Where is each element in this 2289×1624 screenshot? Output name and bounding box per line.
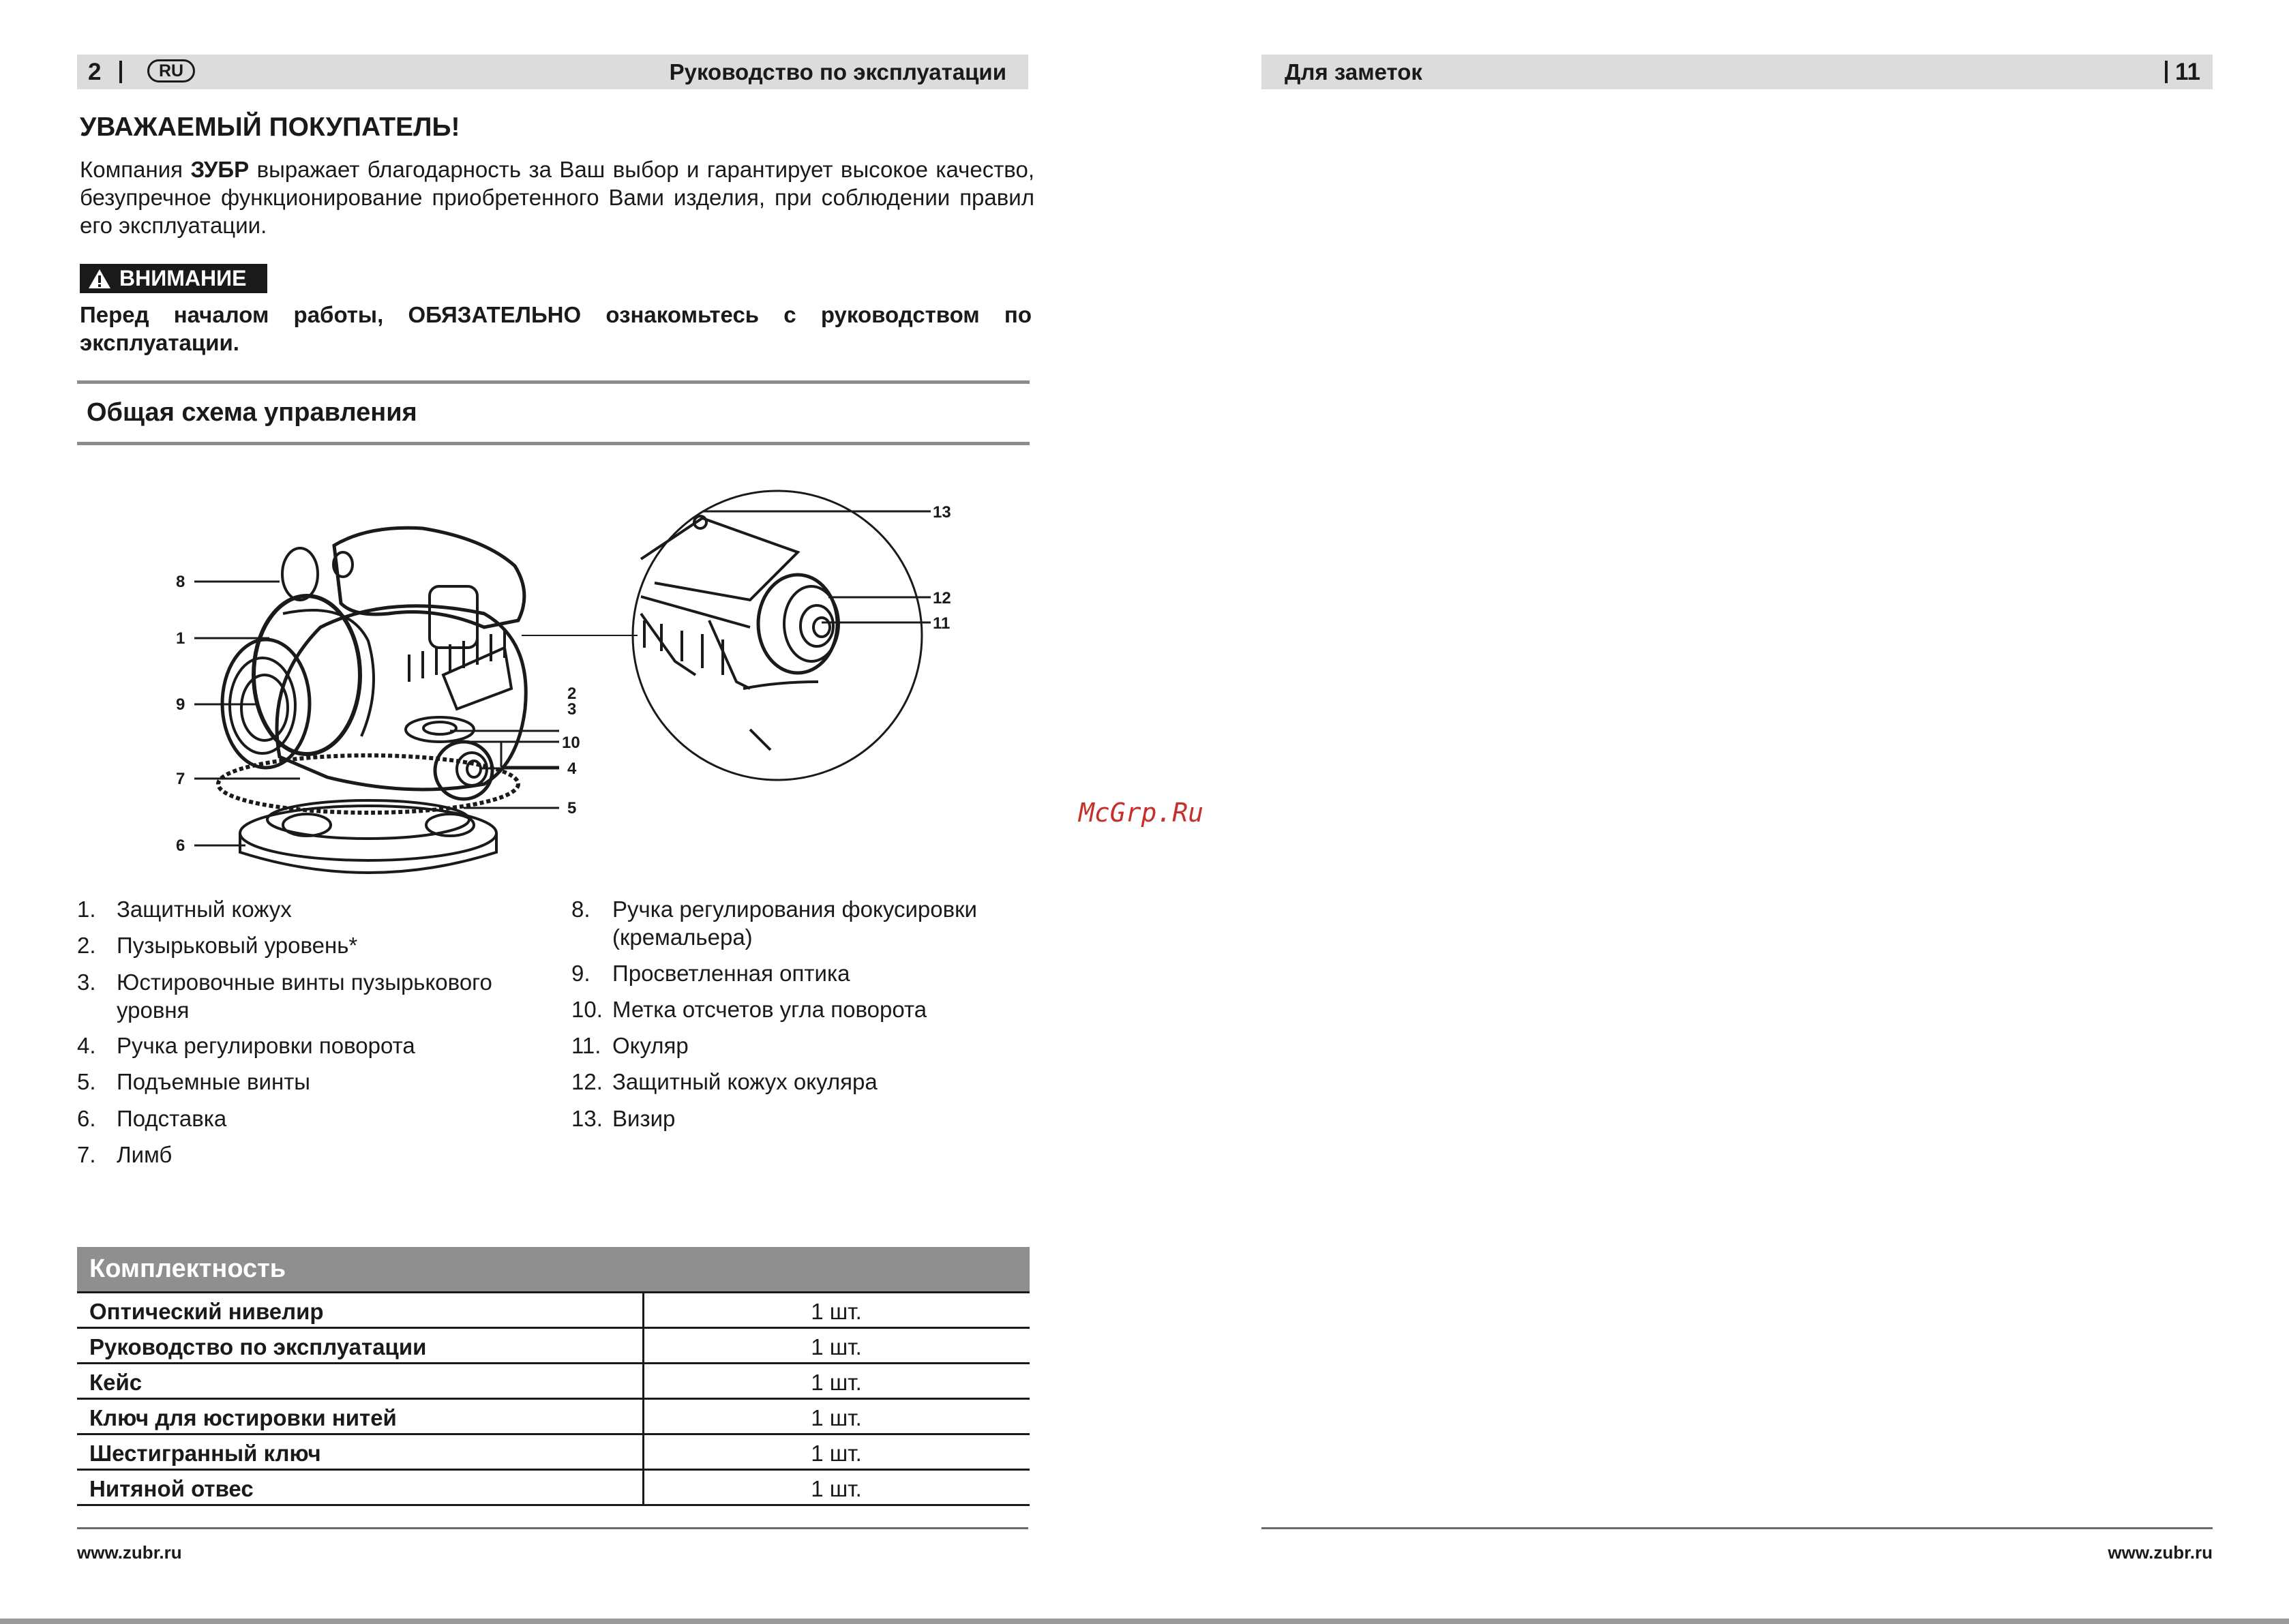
page-number: 2 — [88, 59, 102, 85]
table-row: Ключ для юстировки нитей 1 шт. — [77, 1400, 1030, 1435]
footer-rule — [1261, 1527, 2213, 1529]
page-number: 11 — [2175, 59, 2200, 85]
footer-url[interactable]: www.zubr.ru — [2108, 1542, 2213, 1563]
watermark: McGrp.Ru — [1079, 798, 1204, 828]
section-title: Общая схема управления — [87, 398, 417, 427]
warning-triangle-icon — [88, 269, 111, 289]
callout-1: 1 — [176, 629, 185, 648]
callout-7: 7 — [176, 770, 185, 788]
callout-8: 8 — [176, 573, 185, 591]
left-page: 2 RU Руководство по эксплуатации УВАЖАЕМЫЙ ПОКУПАТЕЛЬ! Компания ЗУБР выражает благодарность за Ваш выбор и гарантирует высокое качество, безупречное функционирование приобретенного Вами изделия, при соблюдении правил его эксплуатации. ВНИМАНИЕ Перед началом работы, ОБЯЗАТЕЛЬНО ознакомьтесь с руководством по эксплуатации. Общая схема управления 8 1 9 7 6 2 3 10 4 5 13 12 11 1. Защитный кожух 2. Пузырьковый уровень* 3. Юстировочные винты пузырькового уровня 4. Ручка регулировки поворота 5. Подъемные винты 6. Подставка 7. Лимб 8. Ручка регулирования фокусировки (кремальера) 9. Просветленная оптика 10. Метка отсчетов угла поворота 11. Окуляр 12. Защитный кожух окуляра 13. Визир Комплектность Оптический нивелир 1 шт. Руководство по эксплуатации 1 шт. Кейс 1 шт. Ключ для юстировки нитей 1 шт. Шестигранный ключ 1 шт. Нитяной отвес 1 шт. www.zubr.ru — [0, 0, 1146, 1624]
warning-badge — [80, 264, 267, 293]
page-header — [77, 55, 1028, 89]
callout-3: 3 — [567, 700, 577, 719]
table-row: Руководство по эксплуатации 1 шт. — [77, 1329, 1030, 1364]
callout-10: 10 — [562, 734, 580, 752]
kit-table — [77, 1247, 1030, 1506]
header-divider — [2165, 61, 2168, 83]
header-title: Для заметок — [1285, 59, 1422, 85]
callout-11: 11 — [933, 614, 951, 633]
section-rule-bottom — [77, 442, 1030, 445]
page-header — [1261, 55, 2213, 89]
table-row: Кейс 1 шт. — [77, 1364, 1030, 1400]
callout-12: 12 — [933, 589, 951, 607]
callout-9: 9 — [176, 695, 185, 714]
callout-5: 5 — [567, 799, 577, 817]
footer-rule — [77, 1527, 1028, 1529]
header-divider — [119, 61, 122, 83]
table-row: Оптический нивелир 1 шт. — [77, 1293, 1030, 1329]
intro-paragraph: Компания ЗУБР выражает благодарность за Ваш выбор и гарантирует высокое качество, безупречное функционирование приобретенного Вами изделия, при соблюдении правил его эксплуатации. — [80, 157, 1034, 238]
table-row: Шестигранный ключ 1 шт. — [77, 1435, 1030, 1471]
kit-table-title: Комплектность — [77, 1247, 1030, 1291]
warning-label: ВНИМАНИЕ — [119, 266, 247, 290]
right-page — [1146, 0, 2289, 1624]
warning-text: Перед началом работы, ОБЯЗАТЕЛЬНО ознакомьтесь с руководством по эксплуатации. — [80, 302, 1032, 355]
greeting-heading: УВАЖАЕМЫЙ ПОКУПАТЕЛЬ! — [80, 112, 460, 142]
language-badge: RU — [147, 59, 195, 82]
callout-2: 2 — [567, 685, 577, 703]
callout-4: 4 — [567, 760, 577, 778]
bottom-band — [0, 1619, 2289, 1624]
optical-level-diagram — [164, 457, 982, 893]
callout-13: 13 — [933, 503, 951, 522]
table-row: Нитяной отвес 1 шт. — [77, 1471, 1030, 1506]
callout-6: 6 — [176, 837, 185, 855]
section-rule-top — [77, 380, 1030, 384]
header-title: Руководство по эксплуатации — [669, 59, 1006, 85]
footer-url[interactable]: www.zubr.ru — [77, 1542, 182, 1563]
brand-name: ЗУБР — [190, 157, 250, 182]
